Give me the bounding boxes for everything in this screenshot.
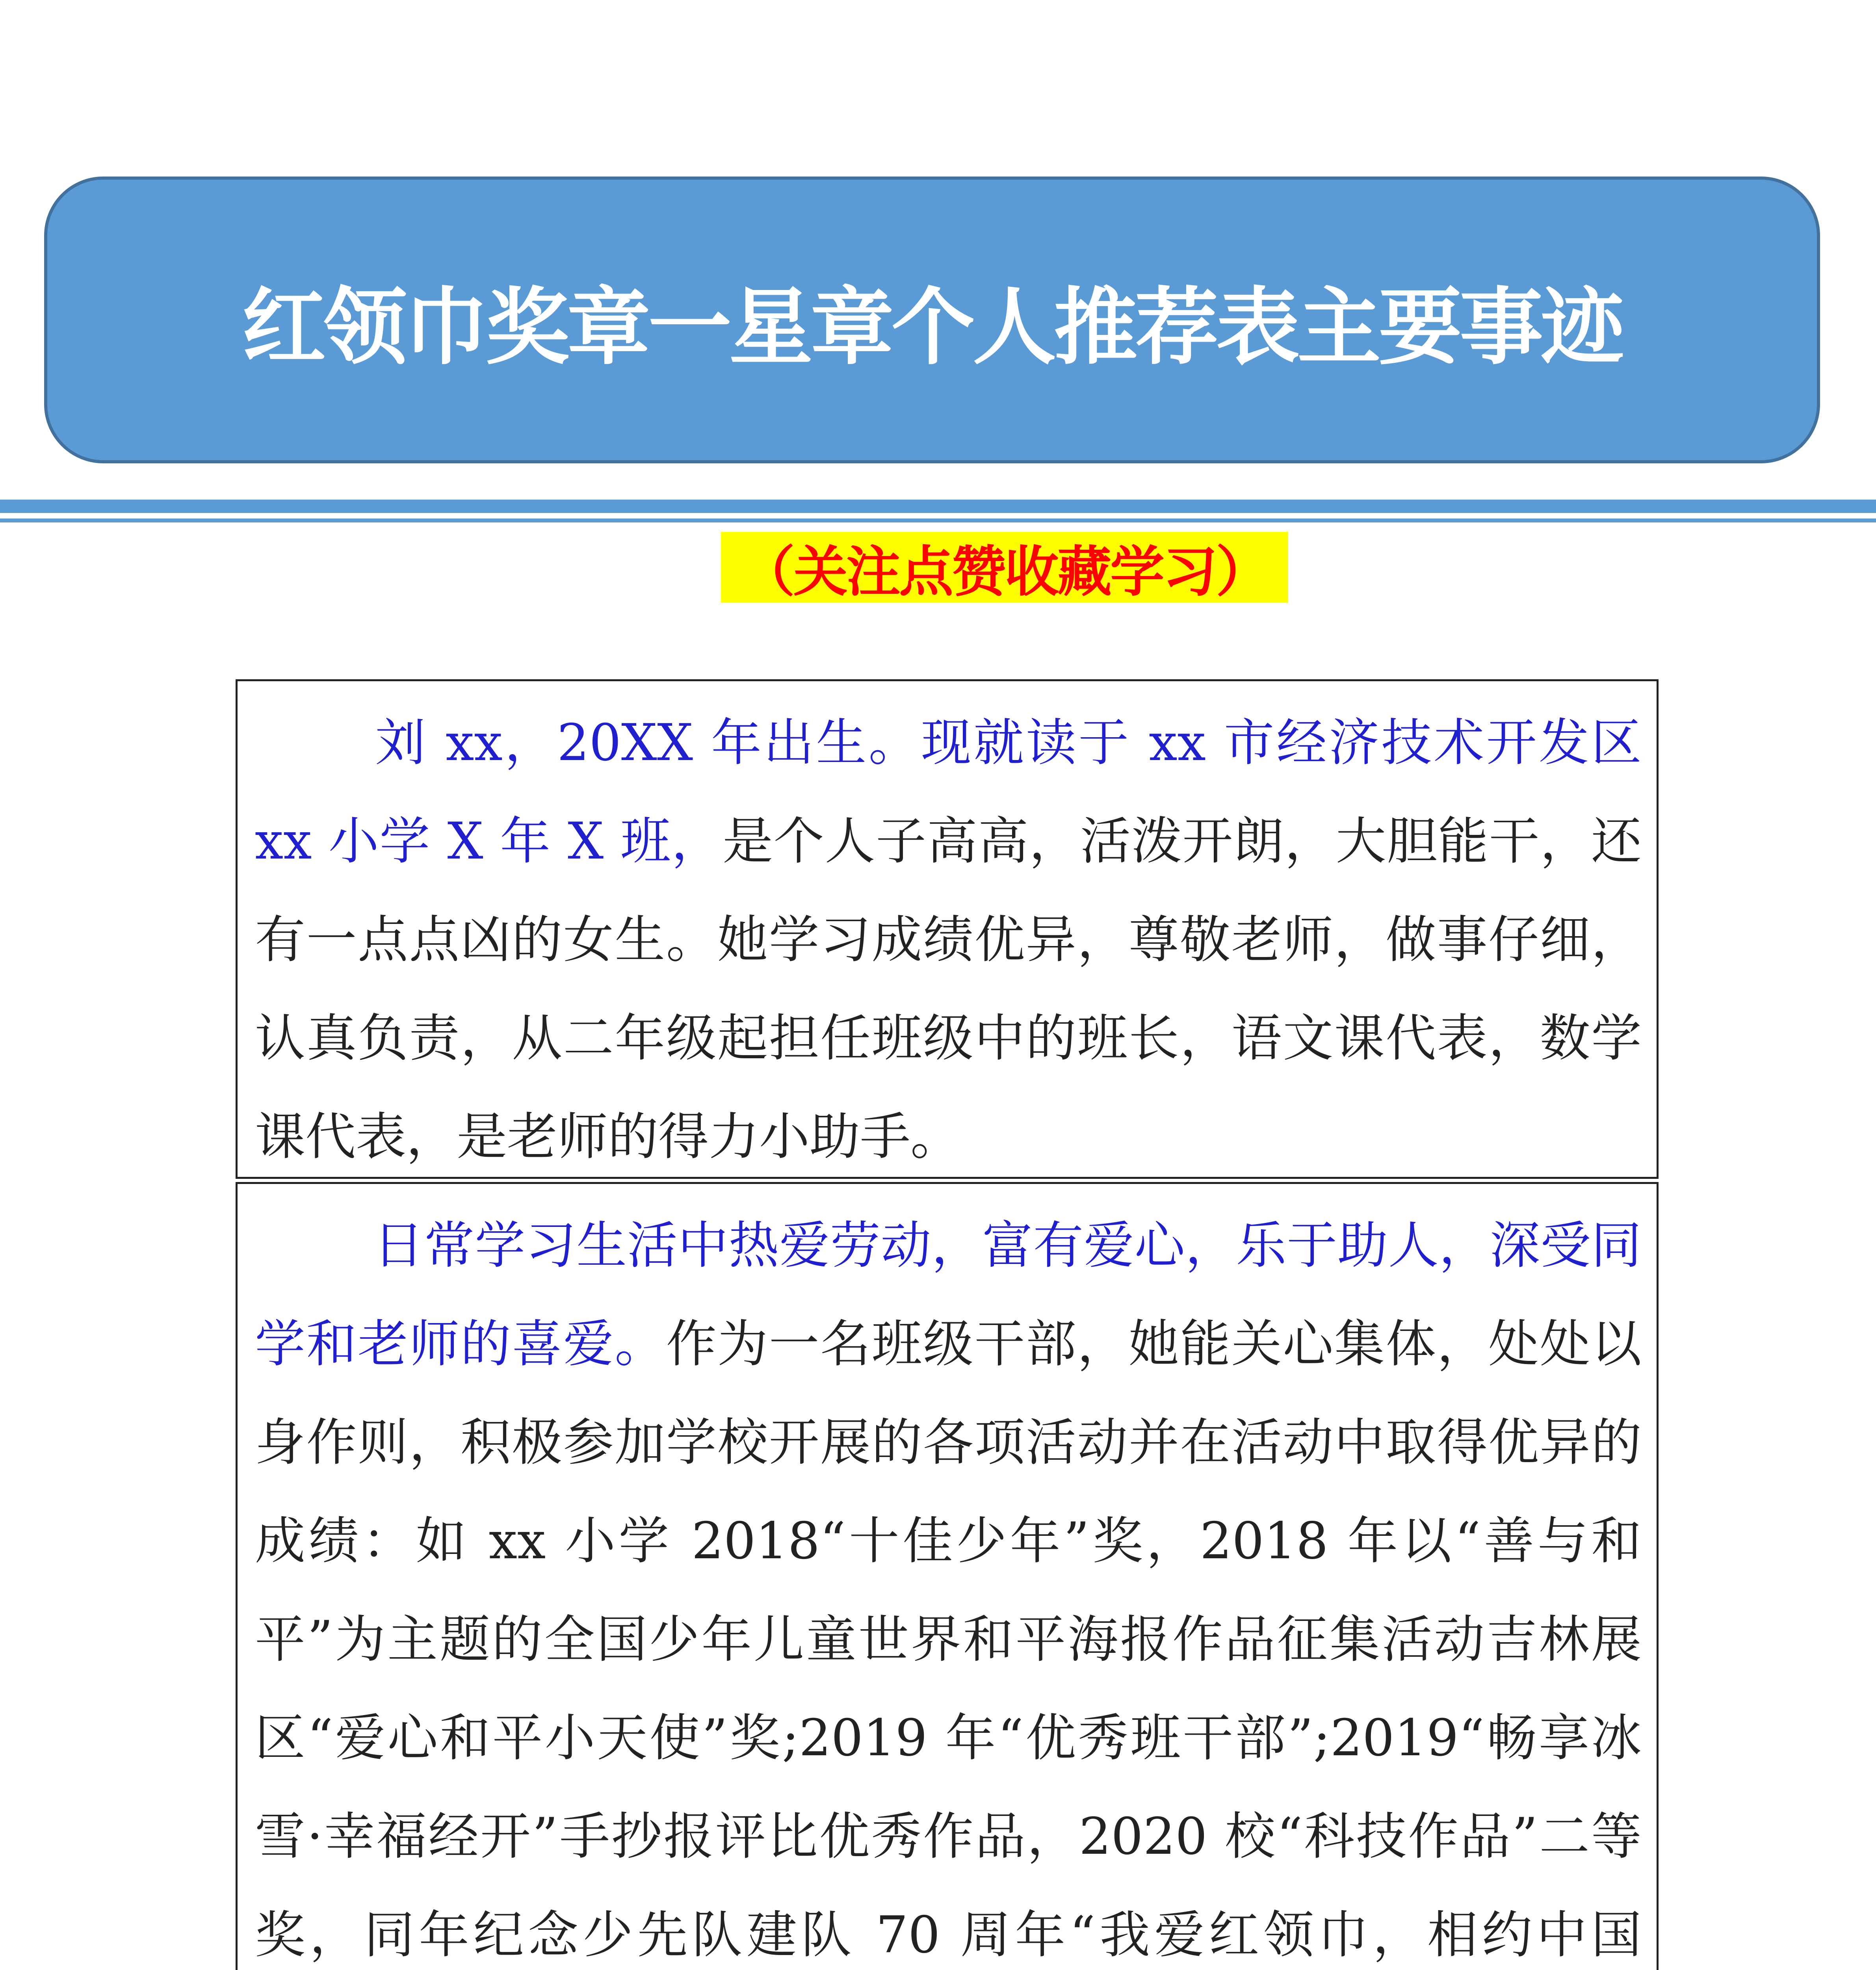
- divider-thin: [0, 519, 1876, 522]
- section-box-achievements: [236, 1182, 1659, 1970]
- achievements-paragraph: [255, 1197, 1642, 1970]
- achievements-lead: 日常学习生活中热爱劳动，富有爱心，乐于助人，深受同学和老师的喜爱。: [255, 1216, 1642, 1373]
- notice-banner: （关注点赞收藏学习）: [721, 532, 1288, 603]
- intro-paragraph: [255, 694, 1642, 1186]
- page-title: 红领巾奖章一星章个人推荐表主要事迹: [242, 278, 1622, 376]
- achievements-body: 作为一名班级干部，她能关心集体，处处以身作则，积极参加学校开展的各项活动并在活动中取得优异的成绩：如 xx 小学 2018“十佳少年”奖，2018 年以“善与和平”为主题的全国少年儿童世界和平海报作品征集活动吉林展区“爱心和平小天使”奖;2019 年“优秀班干部”;2019“畅享冰雪·幸福经开”手抄报评比优秀作品，2020 校“科技作品”二等奖，同年纪念少先队建队 70 周年“我爱红领巾，相约中国: [255, 1315, 1642, 1964]
- title-banner: [44, 177, 1820, 463]
- intro-body: 是个人子高高，活泼开朗，大胆能干，还有一点点凶的女生。她学习成绩优异，尊敬老师，做事仔细，认真负责，从二年级起担任班级中的班长，语文课代表，数学课代表，是老师的得力小助手。: [255, 812, 1642, 1166]
- divider-thick: [0, 500, 1876, 513]
- section-box-intro: [236, 679, 1659, 1179]
- intro-lead: 刘 xx，20XX 年出生。现就读于 xx 市经济技术开发区 xx 小学 X 年 X 班，: [255, 714, 1642, 871]
